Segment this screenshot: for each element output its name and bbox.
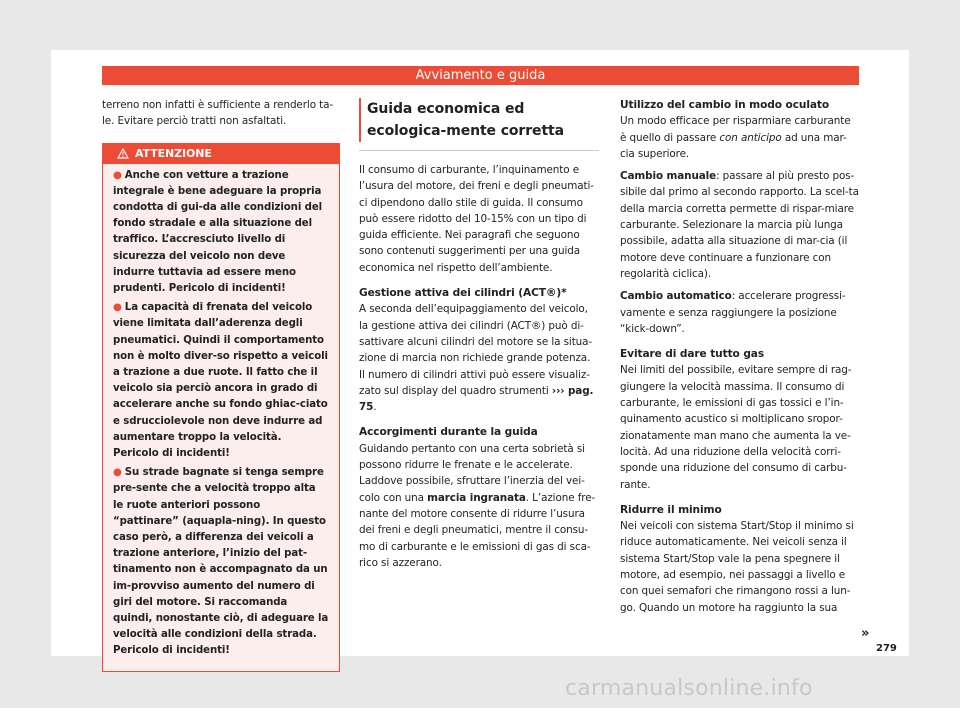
- act-paragraph: [359, 301, 599, 415]
- tips-bold: marcia ingranata: [427, 491, 526, 504]
- manual-label: Cambio manuale: [620, 170, 717, 183]
- throttle-heading: Evitare di dare tutto gas: [620, 348, 765, 361]
- warning-body: [103, 164, 339, 671]
- auto-label: Cambio automatico: [620, 290, 732, 303]
- warning-item-text: Su strade bagnate si tenga sempre pre-sente che a velocità troppo alta le ruote anteriori possono “pattinare” (aquapla-ning). In questo caso però, a differenza dei veicoli a trazione anteriore, l’inizio del pat-tinamento non è accompagnato da un im-provviso aumento del numero di giri del motore. Si raccomanda quindi, nonostante ciò, di adeguare la velocità alle condizioni della strada. Pericolo di incidenti!: [113, 467, 329, 657]
- warning-box: [102, 143, 340, 672]
- warning-item: [113, 168, 329, 298]
- page-reference-link[interactable]: ››› pag. 75: [359, 384, 594, 414]
- throttle-paragraph: Nei limiti del possibile, evitare sempre di rag-giungere la velocità massima. Il consumo di carburante, le emissioni di gas tossici e l’in-quinamento acustico si moltiplicano sropor-zionatamente man mano che aumenta la ve-locità. Ad una riduzione della velocità corri-sponde una riduzione del consumo di carbu-rante.: [620, 364, 852, 491]
- tips-paragraph: [359, 441, 599, 571]
- tips-text-2: . L’azione fre-nante del motore consente di ridurre l’usura dei freni e degli pneumatici, mentre il consu-mo di carburante e le emissioni di gas di sca-rico si azzerano.: [359, 491, 596, 569]
- continue-marker: »: [861, 626, 870, 641]
- bullet-icon: ●: [113, 467, 122, 479]
- section-title: [359, 97, 599, 151]
- warning-header: [103, 144, 339, 164]
- gear-text-2: ad una mar-cia superiore.: [620, 131, 847, 160]
- gear-paragraph: [620, 113, 860, 162]
- auto-paragraph: [620, 288, 860, 337]
- section-title-text: Guida economica ed ecologica-mente corretta: [359, 98, 599, 142]
- page-number: 279: [876, 643, 897, 654]
- intro-text: terreno non infatti è sufficiente a renderlo ta-le. Evitare perciò tratti non asfaltati.: [102, 99, 334, 128]
- idle-paragraph: Nei veicoli con sistema Start/Stop il minimo si riduce automaticamente. Nei veicoli senza il sistema Start/Stop vale la pena spegnere il motore, ad esempio, nei passaggi a livello e con quei semafori che rimangono rossi a lun-go. Quando un motore ha raggiunto la sua: [620, 520, 854, 614]
- bullet-icon: ●: [113, 169, 122, 181]
- warning-triangle-icon: [117, 148, 129, 159]
- idle-heading: Ridurre il minimo: [620, 503, 722, 516]
- gear-italic: con anticipo: [719, 131, 782, 144]
- watermark: carmanualsonline.info: [565, 676, 813, 701]
- column-middle: [359, 97, 599, 571]
- gear-heading: Utilizzo del cambio in modo oculato: [620, 99, 830, 111]
- warning-item: [113, 300, 329, 462]
- bullet-icon: ●: [113, 302, 122, 314]
- warning-item: [113, 465, 329, 659]
- manual-paragraph: [620, 168, 860, 282]
- chapter-header: Avviamento e guida: [102, 66, 859, 85]
- warning-item-text: La capacità di frenata del veicolo viene limitata dall’aderenza degli pneumatici. Quindi il comportamento non è molto diver-so rispetto a veicoli a trazione a due ruote. Il fatto che il veicolo sia perciò ancora in grado di accelerare anche su fondo ghiac-ciato e sdrucciolevole non deve indurre ad aumentare troppo la velocità. Pericolo di incidenti!: [113, 302, 328, 460]
- warning-title: ATTENZIONE: [135, 146, 212, 160]
- tips-heading: Accorgimenti durante la guida: [359, 426, 538, 439]
- section-intro: Il consumo di carburante, l’inquinamento e l’usura del motore, dei freni e degli pneumati-ci dipendono dallo stile di guida. Il consumo può essere ridotto del 10-15% con un tipo di guida efficiente. Nei paragrafi che seguono sono contenuti suggerimenti per una guida economica nel rispetto dell’ambiente.: [359, 164, 594, 274]
- manual-text: : passare al più presto pos-sibile dal primo al secondo rapporto. La scel-ta della marcia corretta permette di rispar-miare carburante. Selezionare la marcia più lunga possibile, adatta alla situazione di mar-cia (il motore deve continuare a funzionare con regolarità ciclica).: [620, 170, 859, 280]
- tips-text-1: Guidando pertanto con una certa sobrietà si possono ridurre le frenate e le accelerate. Laddove possibile, sfruttare l’inerzia del vei-colo con una: [359, 442, 585, 504]
- column-left: [102, 97, 340, 672]
- warning-item-text: Anche con vetture a trazione integrale è bene adeguare la propria condotta di gui-da alle condizioni del fondo stradale e alla situazione del traffico. L’accresciuto livello di sicurezza del veicolo non deve indurre tuttavia ad essere meno prudenti. Pericolo di incidenti!: [113, 169, 323, 295]
- column-right: [620, 97, 860, 616]
- gear-text-1: Un modo efficace per risparmiare carburante è quello di passare: [620, 115, 851, 144]
- act-ref-end: .: [373, 401, 377, 414]
- act-heading: Gestione attiva dei cilindri (ACT®)*: [359, 287, 567, 300]
- act-text: A seconda dell’equipaggiamento del veicolo, la gestione attiva dei cilindri (ACT®) può di-sattivare alcuni cilindri del motore se la situa-zione di marcia non richiede grande potenza. Il numero di cilindri attivi può essere visualiz-zato sul display del quadro strumenti: [359, 303, 593, 397]
- auto-text: : accelerare progressi-vamente e senza raggiungere la posizione “kick-down”.: [620, 290, 846, 335]
